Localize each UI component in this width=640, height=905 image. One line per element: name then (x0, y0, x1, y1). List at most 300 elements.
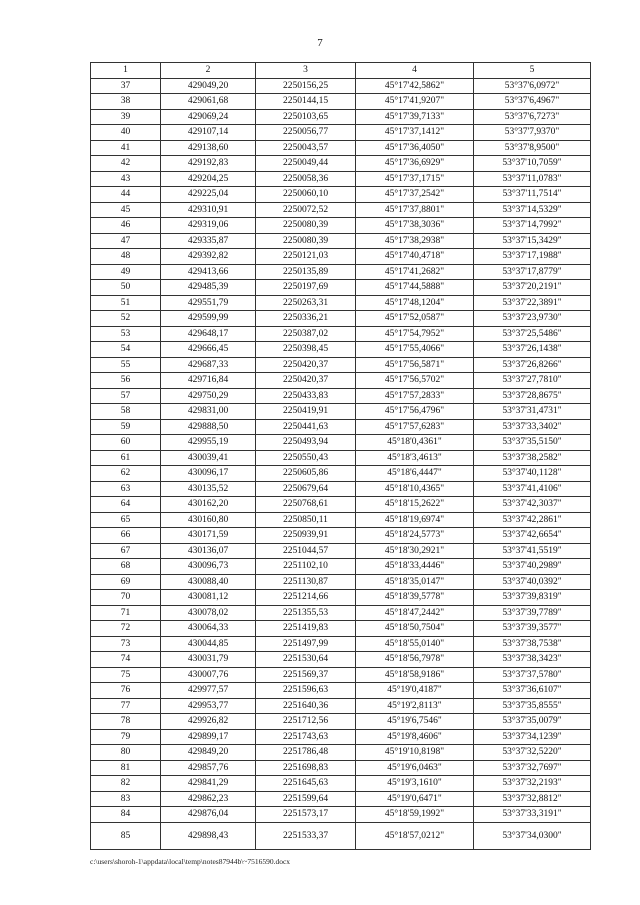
table-cell: 429413,66 (161, 264, 256, 280)
table-cell: 429857,76 (161, 760, 256, 776)
table-cell: 44 (91, 187, 161, 203)
table-cell: 430031,79 (161, 652, 256, 668)
table-cell: 429831,00 (161, 404, 256, 420)
table-cell: 60 (91, 435, 161, 451)
table-cell: 429599,99 (161, 311, 256, 327)
table-cell: 430081,12 (161, 590, 256, 606)
table-row (91, 373, 591, 389)
table-row (91, 233, 591, 249)
table-cell: 2250144,15 (256, 94, 356, 110)
table-cell: 429876,04 (161, 807, 256, 823)
table-row (91, 807, 591, 823)
table-cell: 53°37'6,4967" (474, 94, 591, 110)
table-cell: 430160,80 (161, 512, 256, 528)
table-cell: 2250605,86 (256, 466, 356, 482)
table-cell: 62 (91, 466, 161, 482)
table-cell: 429061,68 (161, 94, 256, 110)
table-cell: 429841,29 (161, 776, 256, 792)
table-cell: 53°37'32,8812" (474, 791, 591, 807)
table-cell: 45°17'36,4050" (356, 140, 474, 156)
table-cell: 53°37'22,3891" (474, 295, 591, 311)
table-cell: 429319,06 (161, 218, 256, 234)
table-cell: 51 (91, 295, 161, 311)
table-cell: 429107,14 (161, 125, 256, 141)
table-cell: 2250197,69 (256, 280, 356, 296)
table-cell: 45°17'57,2833" (356, 388, 474, 404)
table-cell: 429888,50 (161, 419, 256, 435)
table-cell: 38 (91, 94, 161, 110)
table-cell: 2251645,63 (256, 776, 356, 792)
table-cell: 2250420,37 (256, 373, 356, 389)
table-cell: 45°19'3,1610" (356, 776, 474, 792)
table-cell: 53°37'38,7538" (474, 636, 591, 652)
table-cell: 429977,57 (161, 683, 256, 699)
table-cell: 2251533,37 (256, 822, 356, 849)
table-row (91, 419, 591, 435)
table-cell: 2251130,87 (256, 574, 356, 590)
table-cell: 429849,20 (161, 745, 256, 761)
table-cell: 45°18'30,2921" (356, 543, 474, 559)
table-cell: 2251355,53 (256, 605, 356, 621)
table-cell: 429485,39 (161, 280, 256, 296)
table-cell: 45°17'52,0587" (356, 311, 474, 327)
table-cell: 53°37'23,9730" (474, 311, 591, 327)
table-row (91, 543, 591, 559)
table-cell: 2251214,66 (256, 590, 356, 606)
table-cell: 69 (91, 574, 161, 590)
table-cell: 53°37'32,7697" (474, 760, 591, 776)
table-cell: 53°37'7,9370" (474, 125, 591, 141)
table-cell: 53°37'41,5519" (474, 543, 591, 559)
table-cell: 39 (91, 109, 161, 125)
table-cell: 45°17'41,9207" (356, 94, 474, 110)
table-cell: 54 (91, 342, 161, 358)
table-cell: 45°17'56,4796" (356, 404, 474, 420)
table-cell: 430096,17 (161, 466, 256, 482)
table-cell: 2250441,63 (256, 419, 356, 435)
column-header: 1 (91, 63, 161, 79)
table-cell: 429049,20 (161, 78, 256, 94)
table-cell: 429310,91 (161, 202, 256, 218)
table-cell: 80 (91, 745, 161, 761)
table-cell: 429192,83 (161, 156, 256, 172)
table-cell: 85 (91, 822, 161, 849)
table-cell: 83 (91, 791, 161, 807)
table-cell: 74 (91, 652, 161, 668)
table-cell: 75 (91, 667, 161, 683)
table-cell: 63 (91, 481, 161, 497)
table-cell: 45°17'56,5702" (356, 373, 474, 389)
table-cell: 45°17'48,1204" (356, 295, 474, 311)
table-cell: 37 (91, 78, 161, 94)
table-row (91, 125, 591, 141)
table-row (91, 574, 591, 590)
table-cell: 46 (91, 218, 161, 234)
column-header: 5 (474, 63, 591, 79)
table-cell: 53°37'20,2191" (474, 280, 591, 296)
table-cell: 45°18'3,4613" (356, 450, 474, 466)
table-cell: 45°17'38,3036" (356, 218, 474, 234)
table-cell: 45°17'55,4066" (356, 342, 474, 358)
table-row (91, 187, 591, 203)
table-header-row (91, 63, 591, 79)
table-cell: 53°37'38,2582" (474, 450, 591, 466)
table-cell: 45°18'55,0140" (356, 636, 474, 652)
table-cell: 45°18'56,7978" (356, 652, 474, 668)
table-cell: 2250433,83 (256, 388, 356, 404)
table-row (91, 156, 591, 172)
table-cell: 53°37'11,0783" (474, 171, 591, 187)
table-cell: 45°17'39,7133" (356, 109, 474, 125)
table-cell: 53°37'37,5780" (474, 667, 591, 683)
table-cell: 2251102,10 (256, 559, 356, 575)
table-cell: 53°37'26,8266" (474, 357, 591, 373)
table-cell: 45°17'37,1412" (356, 125, 474, 141)
table-cell: 2250398,45 (256, 342, 356, 358)
table-cell: 53°37'35,5150" (474, 435, 591, 451)
table-cell: 2251530,64 (256, 652, 356, 668)
table-row (91, 78, 591, 94)
table-cell: 45°19'8,4606" (356, 729, 474, 745)
table-cell: 2250263,31 (256, 295, 356, 311)
table-row (91, 636, 591, 652)
column-header: 4 (356, 63, 474, 79)
table-row (91, 667, 591, 683)
table-cell: 50 (91, 280, 161, 296)
table-cell: 71 (91, 605, 161, 621)
table-cell: 42 (91, 156, 161, 172)
table-cell: 2250420,37 (256, 357, 356, 373)
table-row (91, 326, 591, 342)
table-row (91, 698, 591, 714)
table-cell: 429666,45 (161, 342, 256, 358)
table-row (91, 590, 591, 606)
table-cell: 53°37'14,7992" (474, 218, 591, 234)
table-cell: 2250072,52 (256, 202, 356, 218)
table-cell: 2250058,36 (256, 171, 356, 187)
table-cell: 2250103,65 (256, 109, 356, 125)
table-cell: 45°18'35,0147" (356, 574, 474, 590)
table-cell: 53°37'34,1239" (474, 729, 591, 745)
table-cell: 45°17'42,5862" (356, 78, 474, 94)
column-header: 2 (161, 63, 256, 79)
table-cell: 45°18'15,2622" (356, 497, 474, 513)
table-cell: 53°37'39,8319" (474, 590, 591, 606)
table-cell: 2250043,57 (256, 140, 356, 156)
table-cell: 2250121,03 (256, 249, 356, 265)
table-cell: 47 (91, 233, 161, 249)
table-cell: 429955,19 (161, 435, 256, 451)
table-row (91, 140, 591, 156)
table-cell: 67 (91, 543, 161, 559)
table-cell: 2250049,44 (256, 156, 356, 172)
table-cell: 430088,40 (161, 574, 256, 590)
table-cell: 53°37'40,1128" (474, 466, 591, 482)
table-cell: 53°37'42,3037" (474, 497, 591, 513)
table-cell: 65 (91, 512, 161, 528)
table-cell: 53°37'32,5220" (474, 745, 591, 761)
table-cell: 430039,41 (161, 450, 256, 466)
table-cell: 430171,59 (161, 528, 256, 544)
table-row (91, 621, 591, 637)
table-cell: 2250060,10 (256, 187, 356, 203)
table-cell: 77 (91, 698, 161, 714)
table-cell: 45°17'37,1715" (356, 171, 474, 187)
table-cell: 45°17'56,5871" (356, 357, 474, 373)
table-row (91, 528, 591, 544)
table-cell: 2250550,43 (256, 450, 356, 466)
table-cell: 45°18'47,2442" (356, 605, 474, 621)
table-row (91, 264, 591, 280)
table-cell: 53°37'35,0079" (474, 714, 591, 730)
table-cell: 45°17'57,6283" (356, 419, 474, 435)
table-cell: 48 (91, 249, 161, 265)
table-row (91, 559, 591, 575)
table-cell: 430135,52 (161, 481, 256, 497)
table-cell: 430162,20 (161, 497, 256, 513)
table-cell: 53°37'35,8555" (474, 698, 591, 714)
table-cell: 45°17'38,2938" (356, 233, 474, 249)
table-cell: 429716,84 (161, 373, 256, 389)
table-cell: 429687,33 (161, 357, 256, 373)
table-cell: 2250336,21 (256, 311, 356, 327)
table-cell: 53°37'33,3402" (474, 419, 591, 435)
table-cell: 2250135,89 (256, 264, 356, 280)
table-cell: 53°37'28,8675" (474, 388, 591, 404)
table-cell: 45°18'39,5778" (356, 590, 474, 606)
table-row (91, 683, 591, 699)
table-cell: 53°37'25,5486" (474, 326, 591, 342)
table-cell: 429862,23 (161, 791, 256, 807)
table-cell: 45°19'0,4187" (356, 683, 474, 699)
table-cell: 429225,04 (161, 187, 256, 203)
table-cell: 68 (91, 559, 161, 575)
table-cell: 2250056,77 (256, 125, 356, 141)
table-cell: 53°37'14,5329" (474, 202, 591, 218)
table-cell: 53°37'33,3191" (474, 807, 591, 823)
table-cell: 45°17'37,2542" (356, 187, 474, 203)
table-row (91, 450, 591, 466)
table-cell: 429392,82 (161, 249, 256, 265)
table-row (91, 481, 591, 497)
table-row (91, 760, 591, 776)
table-cell: 45°17'54,7952" (356, 326, 474, 342)
table-cell: 2250939,91 (256, 528, 356, 544)
table-cell: 53 (91, 326, 161, 342)
table-row (91, 280, 591, 296)
table-cell: 45°18'6,4447" (356, 466, 474, 482)
table-cell: 429750,29 (161, 388, 256, 404)
table-cell: 53°37'40,0392" (474, 574, 591, 590)
table-cell: 2251419,83 (256, 621, 356, 637)
table-cell: 52 (91, 311, 161, 327)
column-header: 3 (256, 63, 356, 79)
table-cell: 45°17'41,2682" (356, 264, 474, 280)
table-cell: 2251573,17 (256, 807, 356, 823)
table-cell: 430078,02 (161, 605, 256, 621)
table-cell: 49 (91, 264, 161, 280)
table-cell: 70 (91, 590, 161, 606)
table-cell: 430044,85 (161, 636, 256, 652)
table-cell: 45°18'19,6974" (356, 512, 474, 528)
table-row (91, 342, 591, 358)
table-cell: 53°37'17,8779" (474, 264, 591, 280)
table-row (91, 435, 591, 451)
table-cell: 429138,60 (161, 140, 256, 156)
table-cell: 2251640,36 (256, 698, 356, 714)
table-cell: 2250850,11 (256, 512, 356, 528)
table-row (91, 249, 591, 265)
table-cell: 45°18'24,5773" (356, 528, 474, 544)
table-row (91, 729, 591, 745)
table-row (91, 357, 591, 373)
table-cell: 53°37'6,7273" (474, 109, 591, 125)
table-cell: 45°17'37,8801" (356, 202, 474, 218)
table-cell: 45°17'44,5888" (356, 280, 474, 296)
table-row (91, 776, 591, 792)
table-cell: 57 (91, 388, 161, 404)
table-cell: 53°37'39,3577" (474, 621, 591, 637)
table-cell: 55 (91, 357, 161, 373)
table-cell: 72 (91, 621, 161, 637)
table-cell: 429898,43 (161, 822, 256, 849)
table-cell: 2250493,94 (256, 435, 356, 451)
table-cell: 40 (91, 125, 161, 141)
table-cell: 2250080,39 (256, 233, 356, 249)
table-cell: 45°19'2,8113" (356, 698, 474, 714)
table-row (91, 652, 591, 668)
table-cell: 45°18'33,4446" (356, 559, 474, 575)
table-cell: 78 (91, 714, 161, 730)
table-cell: 61 (91, 450, 161, 466)
table-cell: 53°37'26,1438" (474, 342, 591, 358)
table-cell: 2251497,99 (256, 636, 356, 652)
table-cell: 53°37'8,9500" (474, 140, 591, 156)
table-cell: 45°18'0,4361" (356, 435, 474, 451)
table-row (91, 171, 591, 187)
table-cell: 53°37'31,4731" (474, 404, 591, 420)
table-row (91, 605, 591, 621)
table-cell: 53°37'38,3423" (474, 652, 591, 668)
table-cell: 41 (91, 140, 161, 156)
table-cell: 2251743,63 (256, 729, 356, 745)
table-cell: 59 (91, 419, 161, 435)
table-row (91, 388, 591, 404)
table-cell: 45°19'0,6471" (356, 791, 474, 807)
table-cell: 429204,25 (161, 171, 256, 187)
table-cell: 45 (91, 202, 161, 218)
table-cell: 76 (91, 683, 161, 699)
table-cell: 53°37'32,2193" (474, 776, 591, 792)
table-cell: 43 (91, 171, 161, 187)
table-cell: 53°37'42,2861" (474, 512, 591, 528)
table-row (91, 745, 591, 761)
coordinates-table (90, 62, 591, 850)
table-cell: 2250080,39 (256, 218, 356, 234)
table-cell: 2250156,25 (256, 78, 356, 94)
table-cell: 429899,17 (161, 729, 256, 745)
table-cell: 430136,07 (161, 543, 256, 559)
footer-file-path: c:\users\shoroh-1\appdata\local\temp\notes87944b\~7516590.docx (90, 857, 291, 866)
table-cell: 2251786,48 (256, 745, 356, 761)
table-cell: 84 (91, 807, 161, 823)
table-cell: 45°18'57,0212" (356, 822, 474, 849)
table-cell: 53°37'36,6107" (474, 683, 591, 699)
table-cell: 64 (91, 497, 161, 513)
table-cell: 2251712,56 (256, 714, 356, 730)
table-cell: 53°37'10,7059" (474, 156, 591, 172)
table-cell: 53°37'39,7789" (474, 605, 591, 621)
table-cell: 429551,79 (161, 295, 256, 311)
table-cell: 2250679,64 (256, 481, 356, 497)
table-cell: 53°37'17,1988" (474, 249, 591, 265)
table-cell: 58 (91, 404, 161, 420)
table-cell: 2250419,91 (256, 404, 356, 420)
table-cell: 45°18'58,9186" (356, 667, 474, 683)
table-cell: 2250387,02 (256, 326, 356, 342)
table-cell: 430096,73 (161, 559, 256, 575)
table-cell: 45°17'36,6929" (356, 156, 474, 172)
table-cell: 45°19'10,8198" (356, 745, 474, 761)
table-cell: 53°37'34,0300" (474, 822, 591, 849)
table-row (91, 218, 591, 234)
table-cell: 56 (91, 373, 161, 389)
table-cell: 429953,77 (161, 698, 256, 714)
table-cell: 73 (91, 636, 161, 652)
table-row (91, 109, 591, 125)
table-cell: 429069,24 (161, 109, 256, 125)
table-row (91, 791, 591, 807)
table-cell: 82 (91, 776, 161, 792)
table-row (91, 295, 591, 311)
table-cell: 53°37'41,4106" (474, 481, 591, 497)
table-cell: 66 (91, 528, 161, 544)
table-row (91, 311, 591, 327)
table-cell: 2251698,83 (256, 760, 356, 776)
table-cell: 2251044,57 (256, 543, 356, 559)
table-cell: 45°19'6,7546" (356, 714, 474, 730)
table-cell: 45°18'10,4365" (356, 481, 474, 497)
table-row (91, 404, 591, 420)
table-body (91, 78, 591, 849)
table-cell: 430064,33 (161, 621, 256, 637)
table-cell: 429335,87 (161, 233, 256, 249)
table-cell: 53°37'11,7514" (474, 187, 591, 203)
table-cell: 2250768,61 (256, 497, 356, 513)
table-cell: 430007,76 (161, 667, 256, 683)
page-number: 7 (317, 37, 323, 49)
table-cell: 2251596,63 (256, 683, 356, 699)
table-cell: 81 (91, 760, 161, 776)
table-row (91, 714, 591, 730)
table-cell: 2251569,37 (256, 667, 356, 683)
table-row (91, 822, 591, 849)
table-row (91, 202, 591, 218)
table-cell: 45°19'6,0463" (356, 760, 474, 776)
table-cell: 53°37'40,2989" (474, 559, 591, 575)
table-cell: 429926,82 (161, 714, 256, 730)
table-cell: 53°37'27,7810" (474, 373, 591, 389)
table-row (91, 497, 591, 513)
table-cell: 79 (91, 729, 161, 745)
table-cell: 53°37'15,3429" (474, 233, 591, 249)
table-cell: 2251599,64 (256, 791, 356, 807)
table-row (91, 512, 591, 528)
table-row (91, 466, 591, 482)
table-cell: 429648,17 (161, 326, 256, 342)
table-cell: 45°17'40,4718" (356, 249, 474, 265)
table-row (91, 94, 591, 110)
